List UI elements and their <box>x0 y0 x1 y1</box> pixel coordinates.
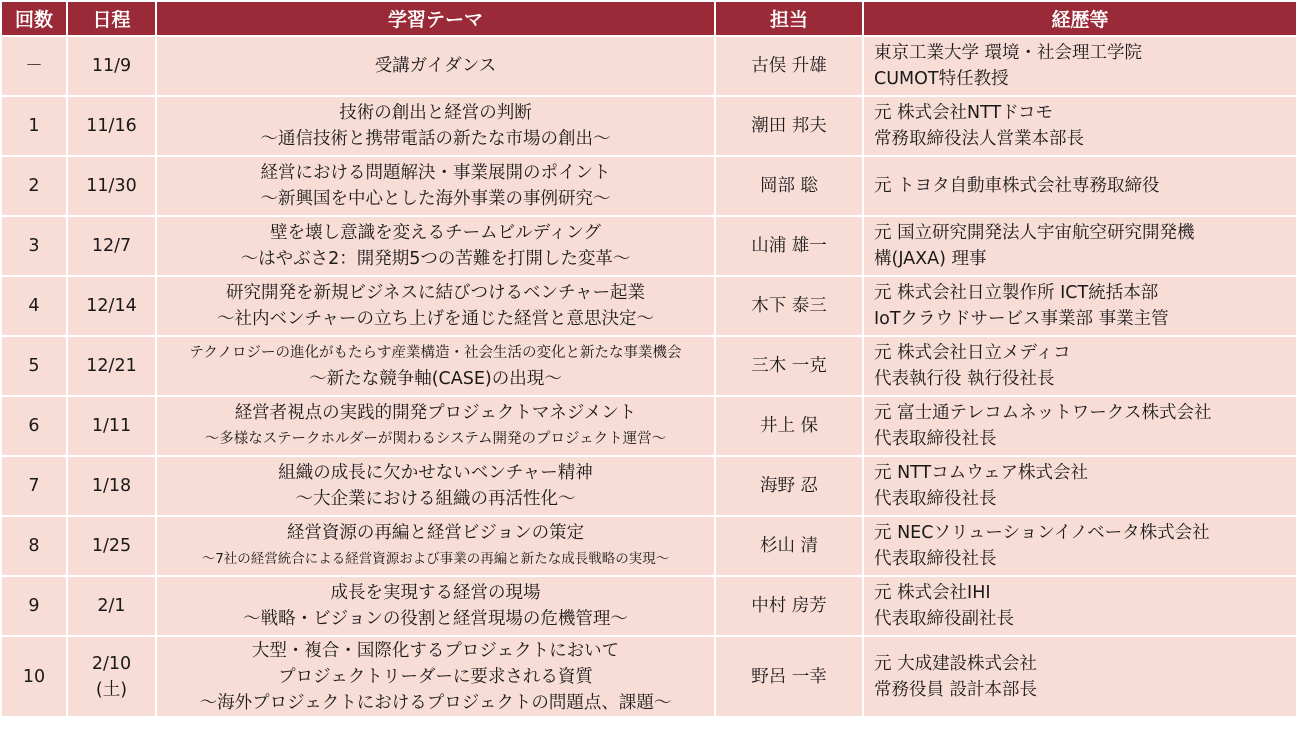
table-row <box>2 37 1296 95</box>
table-row <box>2 277 1296 335</box>
row-theme <box>157 637 714 716</box>
career-line: 元 国立研究開発法人宇宙航空研究開発機 <box>874 223 1195 243</box>
theme-line: 経営資源の再編と経営ビジョンの策定 <box>286 523 585 543</box>
theme-line: ～はやぶさ2：開発期5つの苦難を打開した変革～ <box>240 249 631 269</box>
row-career <box>864 637 1296 716</box>
table-row <box>2 637 1296 716</box>
row-theme <box>157 337 714 395</box>
row-career <box>864 337 1296 395</box>
row-number: 8 <box>2 517 66 575</box>
row-date: 1/11 <box>68 397 155 455</box>
career-line: CUMOT特任教授 <box>874 69 1009 89</box>
theme-line: 受講ガイダンス <box>374 56 497 76</box>
row-theme <box>157 517 714 575</box>
header-lecturer: 担当 <box>716 2 862 35</box>
career-line: 元 富士通テレコムネットワークス株式会社 <box>874 403 1212 423</box>
career-line: 代表取締役社長 <box>874 549 997 569</box>
header-row <box>2 2 1296 35</box>
row-career <box>864 517 1296 575</box>
theme-line: ～多様なステークホルダーが関わるシステム開発のプロジェクト運営～ <box>204 431 667 447</box>
row-date: 2/1 <box>68 577 155 635</box>
row-lecturer: 古俣 升雄 <box>716 37 862 95</box>
theme-line: ～戦略・ビジョンの役割と経営現場の危機管理～ <box>243 609 628 629</box>
career-line: 元 株式会社日立メディコ <box>874 343 1071 363</box>
row-theme <box>157 157 714 215</box>
row-career <box>864 577 1296 635</box>
row-lecturer: 野呂 一幸 <box>716 637 862 716</box>
career-line: 代表取締役副社長 <box>874 609 1014 629</box>
row-date: 11/30 <box>68 157 155 215</box>
header-count: 回数 <box>2 2 66 35</box>
row-number: 4 <box>2 277 66 335</box>
row-number: 10 <box>2 637 66 716</box>
career-line: 元 NTTコムウェア株式会社 <box>874 463 1089 483</box>
row-theme <box>157 457 714 515</box>
header-theme: 学習テーマ <box>157 2 714 35</box>
date-line: 2/10 <box>91 653 132 674</box>
career-line: 元 株式会社IHI <box>874 583 991 603</box>
table-row <box>2 337 1296 395</box>
row-lecturer: 岡部 聡 <box>716 157 862 215</box>
row-number: 7 <box>2 457 66 515</box>
table-row <box>2 517 1296 575</box>
row-theme <box>157 397 714 455</box>
theme-line: ～通信技術と携帯電話の新たな市場の創出～ <box>260 129 611 149</box>
career-line: 常務取締役法人営業本部長 <box>874 129 1084 149</box>
row-number: 9 <box>2 577 66 635</box>
row-number: － <box>2 37 66 95</box>
row-theme <box>157 37 714 95</box>
row-theme <box>157 277 714 335</box>
row-career <box>864 457 1296 515</box>
table-row <box>2 457 1296 515</box>
theme-line: 成長を実現する経営の現場 <box>330 583 541 603</box>
theme-line: プロジェクトリーダーに要求される資質 <box>278 666 593 687</box>
theme-line: 経営における問題解決・事業展開のポイント <box>260 163 611 183</box>
theme-line: ～新たな競争軸(CASE)の出現～ <box>309 369 562 389</box>
career-line: 元 大成建設株式会社 <box>874 653 1038 674</box>
row-lecturer: 海野 忍 <box>716 457 862 515</box>
theme-line: ～新興国を中心とした海外事業の事例研究～ <box>260 189 611 209</box>
theme-line: 壁を壊し意識を変えるチームビルディング <box>270 223 601 243</box>
row-date <box>68 637 155 716</box>
header-date: 日程 <box>68 2 155 35</box>
row-date: 12/14 <box>68 277 155 335</box>
career-line: 代表取締役社長 <box>874 429 997 449</box>
date-weekday: (土) <box>95 679 128 700</box>
row-career <box>864 277 1296 335</box>
row-theme <box>157 97 714 155</box>
row-date: 12/21 <box>68 337 155 395</box>
row-lecturer: 山浦 雄一 <box>716 217 862 275</box>
row-lecturer: 三木 一克 <box>716 337 862 395</box>
career-line: 元 NECソリューションイノベータ株式会社 <box>874 523 1210 543</box>
career-line: 代表取締役社長 <box>874 489 997 509</box>
table-row <box>2 157 1296 215</box>
theme-line: ～7社の経営統合による経営資源および事業の再編と新たな成長戦略の実現～ <box>201 551 670 567</box>
career-line: 代表執行役 執行役社長 <box>874 369 1055 389</box>
theme-line: ～社内ベンチャーの立ち上げを通じた経営と意思決定～ <box>217 309 654 329</box>
career-line: 東京工業大学 環境・社会理工学院 <box>874 43 1143 63</box>
row-lecturer: 木下 泰三 <box>716 277 862 335</box>
row-number: 6 <box>2 397 66 455</box>
theme-line: テクノロジーの進化がもたらす産業構造・社会生活の変化と新たな事業機会 <box>189 345 682 361</box>
theme-line: ～海外プロジェクトにおけるプロジェクトの問題点、課題～ <box>199 692 672 713</box>
row-lecturer: 潮田 邦夫 <box>716 97 862 155</box>
table-row <box>2 397 1296 455</box>
row-lecturer: 杉山 清 <box>716 517 862 575</box>
career-line: 元 株式会社NTTドコモ <box>874 103 1054 123</box>
theme-line: 経営者視点の実践的開発プロジェクトマネジメント <box>234 403 637 423</box>
table-row <box>2 577 1296 635</box>
career-line: 元 トヨタ自動車株式会社専務取締役 <box>874 176 1160 196</box>
row-career <box>864 37 1296 95</box>
theme-line: 大型・複合・国際化するプロジェクトにおいて <box>251 640 620 661</box>
career-line: IoTクラウドサービス事業部 事業主管 <box>874 309 1169 329</box>
row-date: 1/25 <box>68 517 155 575</box>
theme-line: 組織の成長に欠かせないベンチャー精神 <box>278 463 593 483</box>
theme-line: ～大企業における組織の再活性化～ <box>295 489 576 509</box>
row-number: 3 <box>2 217 66 275</box>
table-row <box>2 217 1296 275</box>
row-career <box>864 217 1296 275</box>
theme-line: 研究開発を新規ビジネスに結びつけるベンチャー起業 <box>226 283 645 303</box>
header-career: 経歴等 <box>864 2 1296 35</box>
row-theme <box>157 577 714 635</box>
row-lecturer: 井上 保 <box>716 397 862 455</box>
row-date: 11/9 <box>68 37 155 95</box>
row-theme <box>157 217 714 275</box>
row-date: 12/7 <box>68 217 155 275</box>
row-date: 1/18 <box>68 457 155 515</box>
row-career <box>864 397 1296 455</box>
row-career <box>864 97 1296 155</box>
theme-line: 技術の創出と経営の判断 <box>339 103 532 123</box>
career-line: 構(JAXA) 理事 <box>874 249 987 269</box>
row-date: 11/16 <box>68 97 155 155</box>
row-lecturer: 中村 房芳 <box>716 577 862 635</box>
career-line: 常務役員 設計本部長 <box>874 679 1038 700</box>
row-number: 1 <box>2 97 66 155</box>
table-row <box>2 97 1296 155</box>
career-line: 元 株式会社日立製作所 ICT統括本部 <box>874 283 1159 303</box>
row-career <box>864 157 1296 215</box>
row-number: 2 <box>2 157 66 215</box>
row-number: 5 <box>2 337 66 395</box>
